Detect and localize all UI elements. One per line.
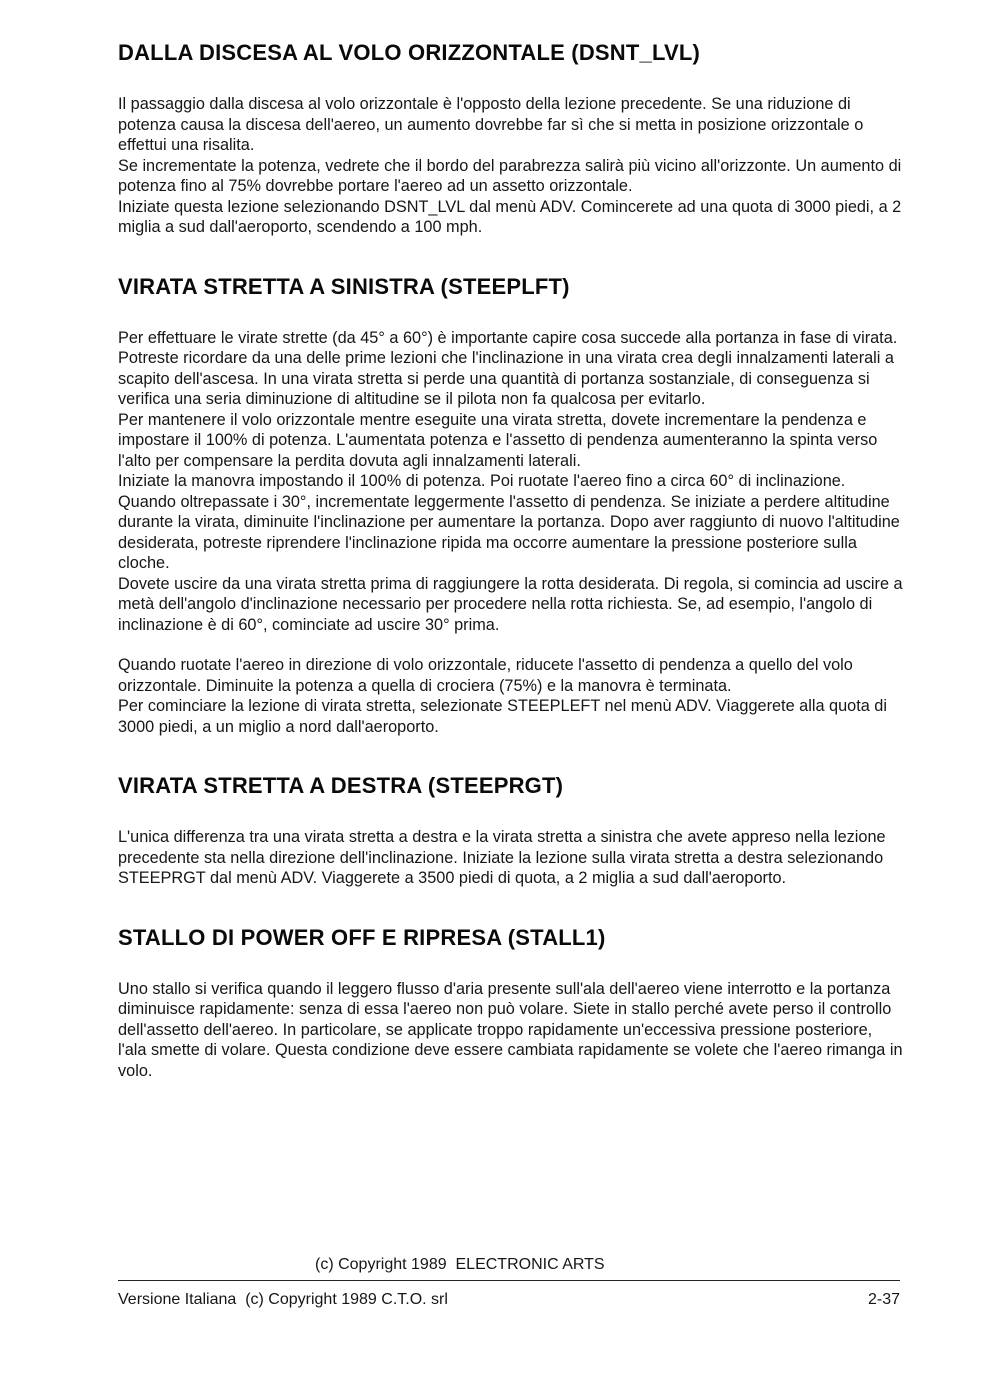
section-heading: DALLA DISCESA AL VOLO ORIZZONTALE (DSNT_LVL): [118, 40, 701, 65]
paragraph: Uno stallo si verifica quando il leggero flusso d'aria presente sull'ala dell'aereo viene interrotto e la portanza diminuisce rapidamente: senza di essa l'aereo non può volare. Siete in stallo perché avete perso il controllo dell'assetto dell'aereo. In particolare, se applicate troppo rapidamente un'eccessiva pressione posteriore, l'ala smette di volare. Questa condizione deve essere cambiata rapidamente se volete che l'aereo rimanga in volo.: [118, 979, 903, 1080]
paragraph: Il passaggio dalla discesa al volo orizzontale è l'opposto della lezione precedente. Se una riduzione di potenza causa la discesa dell'aereo, un aumento dovrebbe far sì che si metta in posizione orizzontale o effettui una risalita.: [118, 95, 864, 154]
paragraph: Iniziate questa lezione selezionando DSNT_LVL dal menù ADV. Comincerete ad una quota di 3000 piedi, a 2 miglia a sud dall'aeroporto, scendendo a 100 mph.: [118, 197, 902, 236]
paragraph: Se incrementate la potenza, vedrete che il bordo del parabrezza salirà più vicino all'orizzonte. Un aumento di potenza fino al 75% dovrebbe portare l'aereo ad un assetto orizzontale.: [118, 156, 902, 195]
paragraph: L'unica differenza tra una virata stretta a destra e la virata stretta a sinistra che avete appreso nella lezione precedente sta nella direzione dell'inclinazione. Iniziate la lezione sulla virata stretta a destra selezionando STEEPRGT dal menù ADV. Viaggerete a 3500 piedi di quota, a 2 miglia a sud dall'aeroporto.: [118, 828, 886, 887]
section-dsnt-lvl: [118, 40, 903, 238]
section-heading: STALLO DI POWER OFF E RIPRESA (STALL1): [118, 924, 606, 950]
paragraph-gap: [118, 635, 903, 655]
paragraph: Per cominciare la lezione di virata stretta, selezionate STEEPLEFT nel menù ADV. Viaggerete alla quota di 3000 piedi, a un miglio a nord dall'aeroporto.: [118, 697, 887, 736]
section-heading: VIRATA STRETTA A SINISTRA (STEEPLFT): [118, 273, 570, 299]
paragraph: Per effettuare le virate strette (da 45° a 60°) è importante capire cosa succede alla portanza in fase di virata. Potreste ricordare da una delle prime lezioni che l'inclinazione in una virata crea degli innalzamenti laterali a scapito dell'ascesa. In una virata stretta si perde una quantità di portanza sostanziale, di conseguenza si verifica una seria diminuzione di altitudine se il pilota non fa qualcosa per evitarlo.: [118, 328, 898, 408]
section-heading: VIRATA STRETTA A DESTRA (STEEPRGT): [118, 773, 564, 798]
paragraph: Per mantenere il volo orizzontale mentre eseguite una virata stretta, dovete incrementare la pendenza e impostare il 100% di potenza. L'aumentata potenza e l'assetto di pendenza aumenteranno la spinta verso l'alto per compensare la perdita dovuta agli innalzamenti laterali.: [118, 410, 878, 470]
paragraph: Quando ruotate l'aereo in direzione di volo orizzontale, riducete l'assetto di pendenza a quello del volo orizzontale. Diminuite la potenza a quella di crociera (75%) e la manovra è terminata.: [118, 656, 853, 695]
section-steeprgt: [118, 773, 903, 889]
footer-divider: [118, 1280, 900, 1281]
footer-edition: Versione Italiana (c) Copyright 1989 C.T.O. srl: [118, 1291, 448, 1308]
paragraph: Dovete uscire da una virata stretta prima di raggiungere la rotta desiderata. Di regola, si comincia ad uscire a metà dell'angolo d'inclinazione necessario per procedere nella rotta richiesta. Se, ad esempio, l'angolo di inclinazione è di 60°, cominciate ad uscire 30° prima.: [118, 574, 903, 634]
section-stall1: [118, 925, 903, 1082]
copyright-notice: (c) Copyright 1989 ELECTRONIC ARTS: [315, 1256, 605, 1273]
paragraph: Iniziate la manovra impostando il 100% di potenza. Poi ruotate l'aereo fino a circa 60° di inclinazione. Quando oltrepassate i 30°, incrementate leggermente l'assetto di pendenza. Se iniziate a perdere altitudine durante la virata, diminuite l'inclinazione per aumentare la portanza. Dopo aver raggiunto di nuovo l'altitudine desiderata, potreste riprendere l'inclinazione ripida ma occorre aumentare la pressione posteriore sulla cloche.: [118, 472, 900, 572]
page-number: 2-37: [867, 1291, 900, 1308]
section-steeplft: [118, 274, 903, 738]
document-body: [118, 40, 903, 1117]
